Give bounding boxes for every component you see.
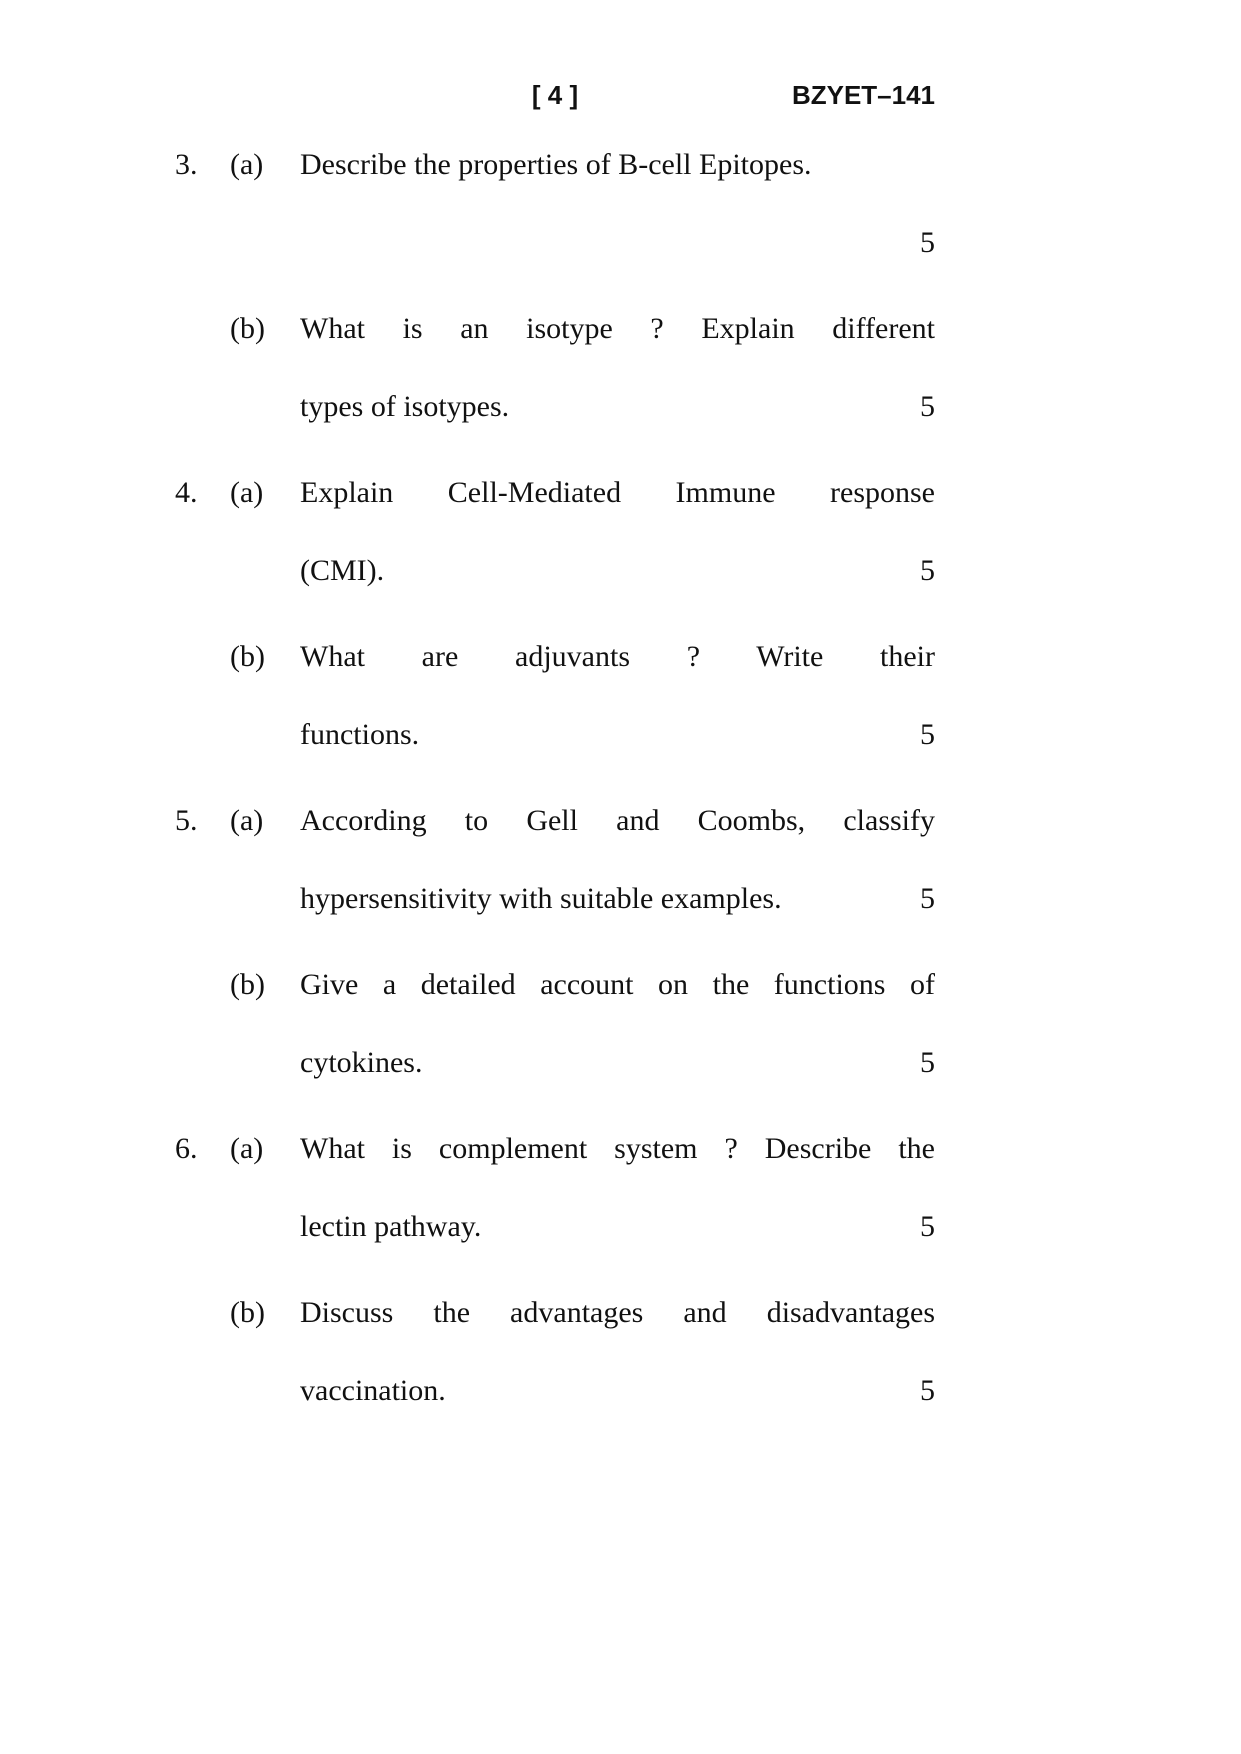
part-label: (b) xyxy=(230,640,265,673)
question-part xyxy=(175,1110,935,1266)
question-part xyxy=(175,946,935,1102)
question-text: vaccination. xyxy=(300,1374,446,1407)
question-text-line xyxy=(300,696,935,774)
marks: 5 xyxy=(920,882,935,915)
question-number: 6. xyxy=(175,1132,198,1165)
part-label: (a) xyxy=(230,148,264,181)
question-text-line: According to Gell and Coombs, classify xyxy=(300,804,935,837)
marks: 5 xyxy=(920,718,935,751)
question-part xyxy=(175,1274,935,1430)
question-text: cytokines. xyxy=(300,1046,423,1079)
part-body xyxy=(300,290,935,446)
question-part xyxy=(175,126,935,282)
part-label: (b) xyxy=(230,312,265,345)
part-body xyxy=(300,454,935,610)
question-number: 3. xyxy=(175,148,198,181)
paper-code: BZYET–141 xyxy=(791,80,936,110)
question-part xyxy=(175,454,935,610)
part-body xyxy=(300,1110,935,1266)
part-label: (b) xyxy=(230,1296,265,1329)
question-part xyxy=(175,782,935,938)
part-body xyxy=(300,782,935,938)
question-text: functions. xyxy=(300,718,420,751)
question-text-line xyxy=(300,1024,935,1102)
question-list xyxy=(175,126,935,1430)
question-part xyxy=(175,290,935,446)
question-text-line: Explain Cell-Mediated Immune response xyxy=(300,476,935,509)
question-number: 4. xyxy=(175,476,198,509)
question-part xyxy=(175,618,935,774)
question-text-line: What is an isotype ? Explain different xyxy=(300,312,935,345)
question-text: (CMI). xyxy=(300,554,385,587)
marks-line xyxy=(300,204,935,282)
question-text: hypersensitivity with suitable examples. xyxy=(300,882,782,915)
question-text-line: Describe the properties of B-cell Epitopes. xyxy=(300,148,812,181)
page-number: [ 4 ] xyxy=(531,80,579,110)
part-label: (a) xyxy=(230,476,264,509)
part-body xyxy=(300,946,935,1102)
page-header xyxy=(175,80,935,110)
marks: 5 xyxy=(920,554,935,587)
question-text-line xyxy=(300,860,935,938)
question-text-line: Discuss the advantages and disadvantages xyxy=(300,1296,935,1329)
question-text-line xyxy=(300,368,935,446)
part-label: (b) xyxy=(230,968,265,1001)
question-number: 5. xyxy=(175,804,198,837)
marks: 5 xyxy=(920,226,935,259)
marks: 5 xyxy=(920,1046,935,1079)
question-text-line: What is complement system ? Describe the xyxy=(300,1132,935,1165)
question-text: lectin pathway. xyxy=(300,1210,482,1243)
question-text-line xyxy=(300,1352,935,1430)
marks: 5 xyxy=(920,1374,935,1407)
question-text-line: Give a detailed account on the functions of xyxy=(300,968,935,1001)
part-body xyxy=(300,1274,935,1430)
marks: 5 xyxy=(920,390,935,423)
question-text-line: What are adjuvants ? Write their xyxy=(300,640,935,673)
part-label: (a) xyxy=(230,1132,264,1165)
marks: 5 xyxy=(920,1210,935,1243)
part-body xyxy=(300,126,935,282)
question-text-line xyxy=(300,1188,935,1266)
part-body xyxy=(300,618,935,774)
part-label: (a) xyxy=(230,804,264,837)
question-text: types of isotypes. xyxy=(300,390,510,423)
question-text-line xyxy=(300,532,935,610)
